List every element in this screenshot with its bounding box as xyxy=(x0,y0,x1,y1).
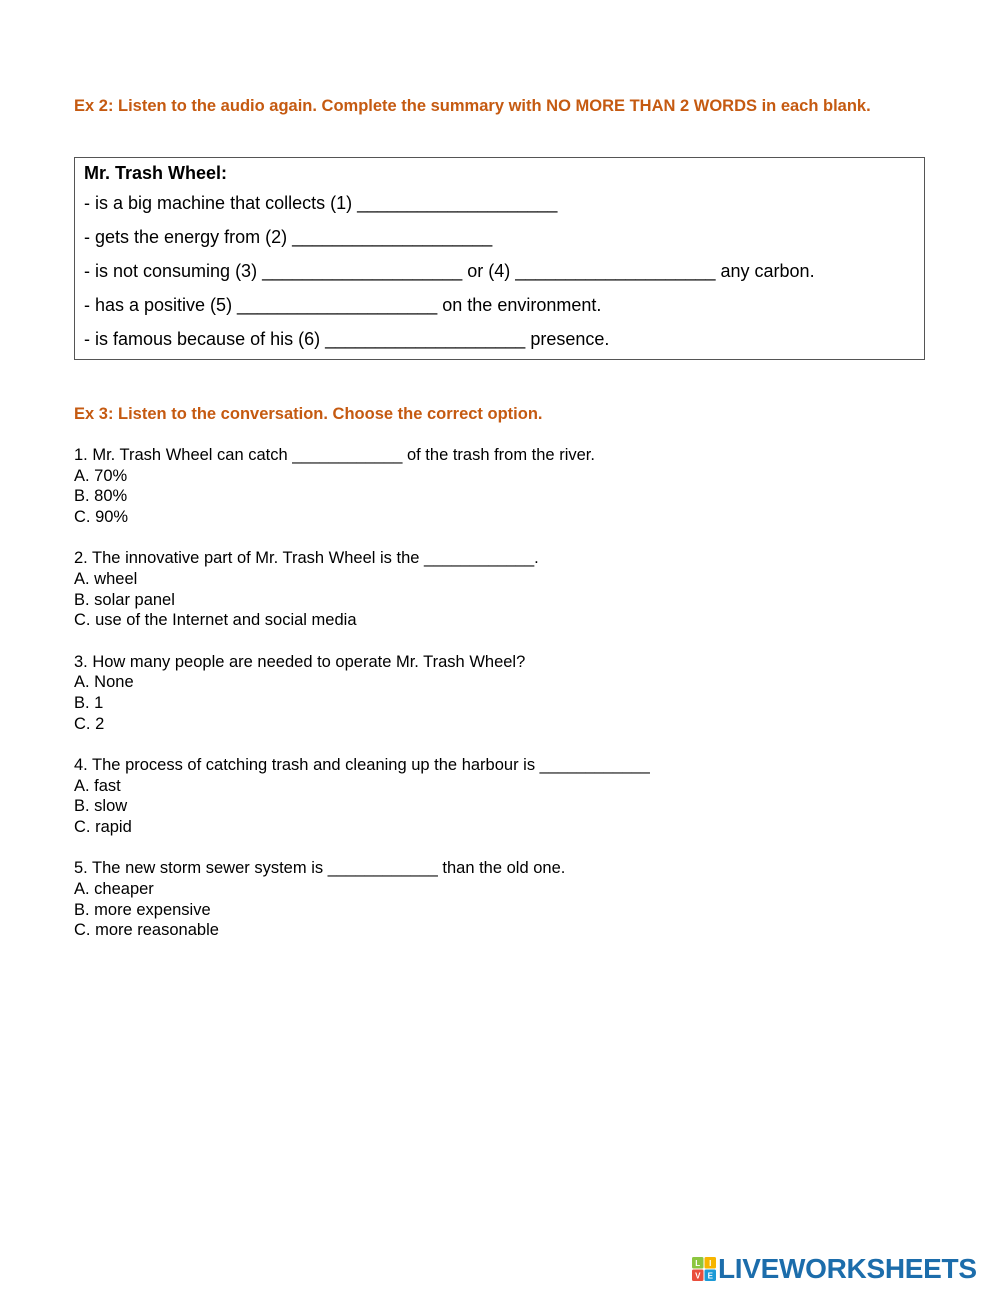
option-c: C. use of the Internet and social media xyxy=(74,611,357,630)
option-a: A. fast xyxy=(74,776,121,795)
question-2 xyxy=(74,548,874,631)
question-3 xyxy=(74,652,874,735)
question-stem: 3. How many people are needed to operate Mr. Trash Wheel? xyxy=(74,652,526,671)
option-b: B. 1 xyxy=(74,694,104,713)
summary-line-3-4: - is not consuming (3) ____________________ or (4) ____________________ any carbon. xyxy=(84,261,815,281)
option-b: B. more expensive xyxy=(74,900,211,919)
option-a: A. wheel xyxy=(74,570,138,589)
option-c: C. 90% xyxy=(74,508,129,527)
question-stem: 1. Mr. Trash Wheel can catch ____________ of the trash from the river. xyxy=(74,446,595,464)
ex2-heading: Ex 2: Listen to the audio again. Complete the summary with NO MORE THAN 2 WORDS in each blank. xyxy=(74,97,871,115)
option-b: B. slow xyxy=(74,797,128,816)
summary-line-5: - has a positive (5) ____________________ on the environment. xyxy=(84,295,602,315)
svg-text:I: I xyxy=(709,1259,712,1268)
ex3-heading: Ex 3: Listen to the conversation. Choose the correct option. xyxy=(74,405,543,423)
option-a: A. None xyxy=(74,673,134,692)
option-c: C. 2 xyxy=(74,714,105,733)
svg-text:V: V xyxy=(695,1271,701,1281)
liveworksheets-logo-text: LIVEWORKSHEETS xyxy=(718,1253,977,1284)
svg-text:L: L xyxy=(695,1259,701,1268)
option-c: C. rapid xyxy=(74,818,132,837)
question-1 xyxy=(74,445,874,528)
summary-title: Mr. Trash Wheel: xyxy=(84,163,228,183)
question-stem: 4. The process of catching trash and cleaning up the harbour is ____________ xyxy=(74,755,650,774)
summary-box xyxy=(74,157,925,360)
question-5 xyxy=(74,858,874,941)
question-stem: 5. The new storm sewer system is ____________ than the old one. xyxy=(74,859,566,878)
svg-text:E: E xyxy=(707,1271,713,1281)
option-b: B. 80% xyxy=(74,487,128,506)
summary-line-1: - is a big machine that collects (1) ____________________ xyxy=(84,193,558,213)
option-c: C. more reasonable xyxy=(74,921,219,940)
option-b: B. solar panel xyxy=(74,590,175,609)
question-4 xyxy=(74,755,874,838)
option-a: A. 70% xyxy=(74,466,128,485)
option-a: A. cheaper xyxy=(74,879,154,898)
liveworksheets-logo-icon xyxy=(692,1257,716,1281)
summary-line-6: - is famous because of his (6) ____________________ presence. xyxy=(84,329,610,349)
question-list xyxy=(74,445,874,962)
liveworksheets-logo xyxy=(692,1255,977,1283)
summary-line-2: - gets the energy from (2) ____________________ xyxy=(84,227,493,247)
question-stem: 2. The innovative part of Mr. Trash Wheel is the ____________. xyxy=(74,549,539,568)
